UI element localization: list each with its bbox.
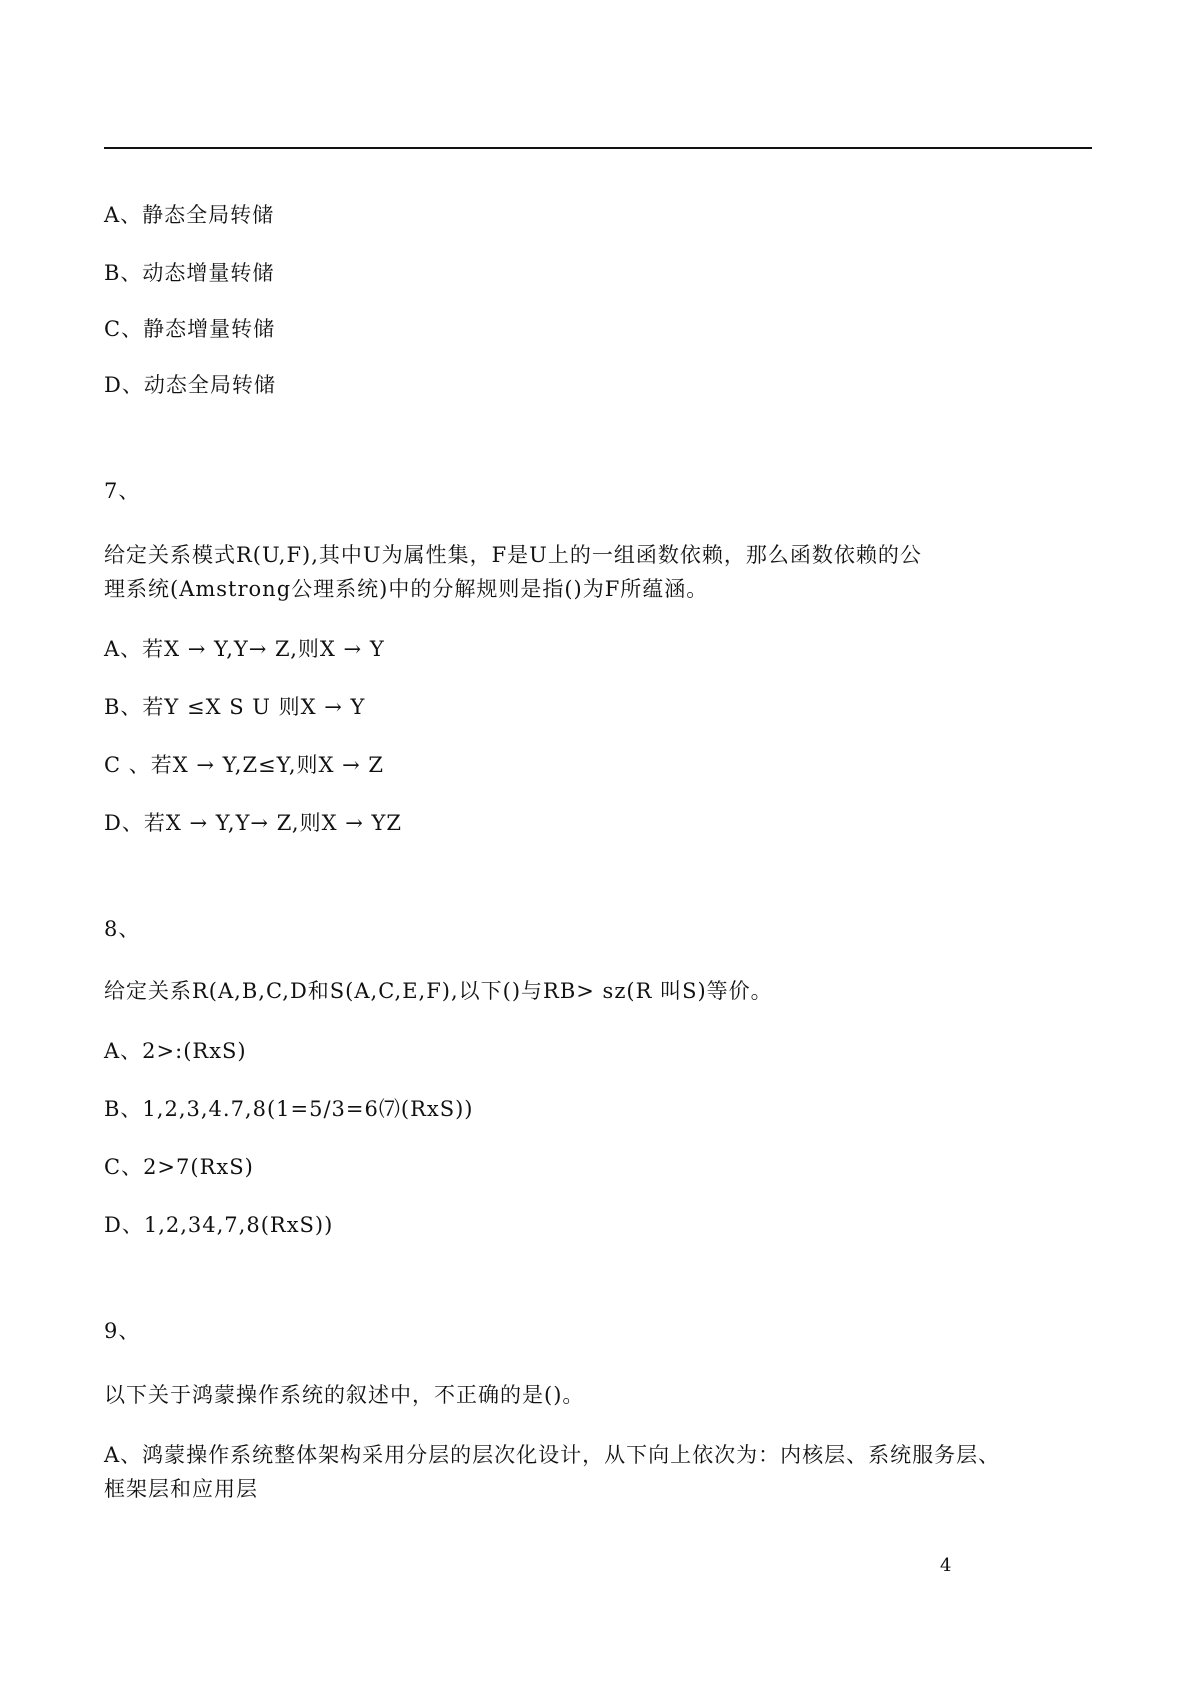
q9-option-a-line-2: 框架层和应用层 xyxy=(104,1477,258,1501)
q6-option-d: D、动态全局转储 xyxy=(104,373,276,397)
q6-option-c: C、静态增量转储 xyxy=(104,317,276,341)
q9-number: 9、 xyxy=(104,1319,141,1343)
q9-option-a-line-1: A、鸿蒙操作系统整体架构采用分层的层次化设计，从下向上依次为：内核层、系统服务层、 xyxy=(104,1443,1001,1467)
q6-option-b: B、动态增量转储 xyxy=(104,261,275,285)
q7-number: 7、 xyxy=(104,479,141,503)
q7-option-d: D、若X → Y,Y→ Z,则X → YZ xyxy=(104,811,402,835)
q8-option-c: C、2>7(RxS) xyxy=(104,1155,254,1179)
q7-stem-line-1: 给定关系模式R(U,F),其中U为属性集，F是U上的一组函数依赖，那么函数依赖的公 xyxy=(104,543,922,567)
q8-option-b: B、1,2,3,4.7,8(1=5/3=6⑺(RxS)) xyxy=(104,1097,474,1121)
q8-option-d: D、1,2,34,7,8(RxS)) xyxy=(104,1213,334,1237)
q6-option-a: A、静态全局转储 xyxy=(104,203,275,227)
q8-number: 8、 xyxy=(104,917,141,941)
q9-stem: 以下关于鸿蒙操作系统的叙述中，不正确的是()。 xyxy=(104,1383,585,1407)
q7-option-c: C 、若X → Y,Z≤Y,则X → Z xyxy=(104,753,384,777)
q8-stem: 给定关系R(A,B,C,D和S(A,C,E,F),以下()与RB> sz(R 叫S)等价。 xyxy=(104,979,773,1003)
q7-option-b: B、若Y ≤X S U 则X → Y xyxy=(104,695,366,719)
header-rule xyxy=(104,147,1092,149)
q7-option-a: A、若X → Y,Y→ Z,则X → Y xyxy=(104,637,385,661)
q7-stem-line-2: 理系统(Amstrong公理系统)中的分解规则是指()为F所蕴涵。 xyxy=(104,577,709,601)
page-number: 4 xyxy=(940,1555,952,1576)
q8-option-a: A、2>:(RxS) xyxy=(104,1039,247,1063)
